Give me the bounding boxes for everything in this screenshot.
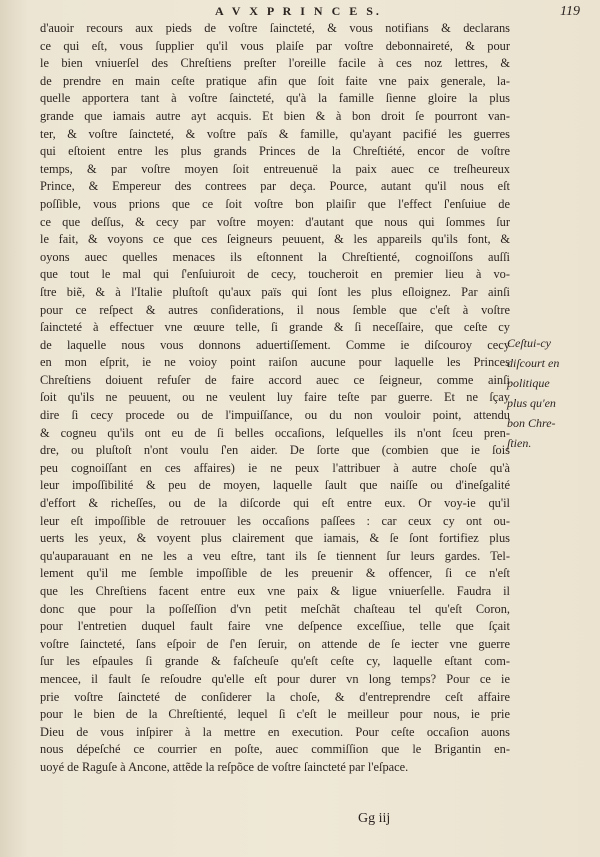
text-line: poſſible, vous prions que ce ſoit voſtre bon plaiſir que l'effect ſ'enſuiue de [40, 196, 510, 211]
margin-note-line: plus qu'en [507, 396, 556, 410]
text-line: peu cognoiſſant en ces affaires) ie ne peux l'attribuer à autre choſe qu'à [40, 460, 510, 475]
text-line: Chreſtiens doiuent refuſer de faire accord auec ce ſeigneur, comme ainſi [40, 372, 510, 387]
text-line: Prince, & Empereur des contrees par deça. Pource, autant qu'il nous eſt [40, 179, 510, 194]
text-line: donc que pour la poſſeſſion d'vn petit meſchãt chaſteau tel qu'eſt Coron, [40, 601, 510, 616]
text-line: ſaincteté à effectuer vne œuure telle, ſi grande & ſi neceſſaire, que ceſte cy [40, 320, 510, 335]
text-line: grande que iamais autre ayt acquis. Et bien & à bon droit ſe pourront van- [40, 108, 510, 123]
margin-note-line: politique [507, 376, 550, 390]
text-line: ce qui eſt, vous ſupplier qu'il vous plaiſe par voſtre debonnaireté, & pour [40, 38, 510, 53]
margin-note-line: ſtien. [507, 436, 532, 450]
margin-note-line: bon Chre- [507, 416, 556, 430]
text-line: & cogneu qu'ils ont eu de ſi belles occaſions, leſquelles ils n'ont ſceu pren- [40, 425, 510, 440]
text-line: ſoit qu'ils ne peuuent, ou ne veulent luy faire teſte par guerre. Et ne ſçay [40, 390, 510, 405]
text-line: uerts les yeux, & voyent plus clairement que iamais, & ſe ſont fortifiez plus [40, 531, 510, 546]
text-line: lement qu'il me ſemble impoſſible de les preuenir & offencer, ſi ce n'eſt [40, 566, 510, 581]
text-line: que tout le mal qui ſ'enſuiuroit de cecy, toucheroit en premier lieu à vo- [40, 267, 510, 282]
text-line: leur eſt impoſſible de retrouuer les occaſions paſſees : car ceux cy ont ou- [40, 513, 510, 528]
text-line: ce que deſſus, & cecy par voſtre moyen: d'autant que nous qui ſommes ſur [40, 214, 510, 229]
text-line: ſtre biẽ, & à l'Italie pluſtoſt qu'aux païs qui ſont les plus eſloignez. Par ainſi [40, 284, 510, 299]
text-line: uoyé de Raguſe à Ancone, attẽde la reſpõce de voſtre ſaincteté par l'eſpace. [40, 759, 409, 774]
text-line: ter, & voſtre ſaincteté, & voſtre païs & famille, qu'ayant pacifié les guerres [40, 126, 510, 141]
text-line: pour l'entretien duquel fault faire vne deſpence exceſſiue, telle que ſçait [40, 619, 510, 634]
text-line: d'effort & richeſſes, ou de la diſcorde qui eſt entre eux. Or voy-ie qu'il [40, 496, 510, 511]
text-line: d'auoir recours aux pieds de voſtre ſaincteté, & vous notifians & declarans [40, 21, 510, 35]
text-line: que les Chreſtiens facent entre eux vne paix & ligue vniuerſelle. Faudra il [40, 584, 510, 598]
running-head: A V X P R I N C E S. [215, 4, 382, 18]
text-line: le fait, & voyons ce que ces ſeigneurs peuuent, & les appareils qu'ils font, & [40, 232, 510, 247]
text-line: ſur les eſpaules ſi grande & faſcheuſe qu'eſt ceſte cy, laquelle eſtant com- [40, 654, 510, 669]
text-line: de prendre en main ceſte pratique afin que ſoit faite vne paix generale, la- [40, 73, 510, 88]
text-line: nous dépeſché ce courrier en poſte, auec commiſſion que le Brigantin en- [40, 742, 510, 757]
text-line: pour ce reſpect & autres conſiderations, il nous ſemble que c'eſt à voſtre [40, 302, 510, 317]
margin-note-line: Ceſtui-cy [507, 336, 551, 350]
text-line: prie voſtre ſaincteté de conſiderer la choſe, & d'entreprendre ceſt affaire [40, 689, 510, 704]
text-line: qui eſtoient entre les plus grands Princes de la Chreſtiété, encor de voſtre [40, 144, 510, 159]
text-line: oyons auec quelles menaces ils eſtonnent la Chreſtienté, cognoiſſons auſſi [40, 249, 510, 264]
text-line: leur impoſſibilité & peu de moyen, laquelle ſault que naiſſe ou d'ineſgalité [40, 478, 510, 493]
text-line: pour le bien de la Chreſtienté, lequel ſi c'eſt le meilleur pour nous, ie prie [40, 707, 510, 722]
text-line: quelle apportera tant à voſtre ſaincteté, qu'à la famille ſienne gloire la plus [40, 91, 510, 106]
margin-note [507, 333, 600, 453]
margin-note-line: diſcourt en [507, 356, 560, 370]
text-line: en mon eſprit, ie ne voioy point raiſon aucune pour laquelle les Princes [40, 355, 510, 370]
text-line: le bien vniuerſel des Chreſtiens preſter l'oreille facile à ces noz lettres, & [40, 56, 510, 71]
text-line: qu'auparauant en ne les a veu eſtre, tant ils ſe tiennent ſur leurs gardes. Tel- [40, 548, 510, 563]
text-line: voſtre ſaincteté, ſans eſpoir de ſ'en ſeruir, on attende de ſe iecter vne guerre [40, 636, 510, 651]
text-line: de laquelle nous vous donnons aduertiſſement. Comme ie diſcouroy cecy [40, 337, 510, 352]
signature-mark: Gg iij [358, 811, 391, 826]
text-line: dire ſi cecy procede ou de l'impuiſſance, ou du non vouloir point, attendu [40, 408, 510, 423]
text-line: temps, & par voſtre moyen ſoit entreuenuë la paix auec ce treſheureux [40, 161, 510, 176]
text-line: mencee, il fault ſe reſoudre qu'elle eſt pour durer vn long temps? Pour ce ie [40, 671, 510, 686]
body-text [40, 20, 510, 777]
text-line: dre, ou pluſtoſt n'ont voulu ſ'en aider. De ſorte que (combien que ie ſois [40, 443, 510, 458]
page-number: 119 [560, 4, 580, 19]
text-line: Dieu de vous inſpirer à la mettre en execution. Pour ceſte occaſion auons [40, 724, 510, 739]
